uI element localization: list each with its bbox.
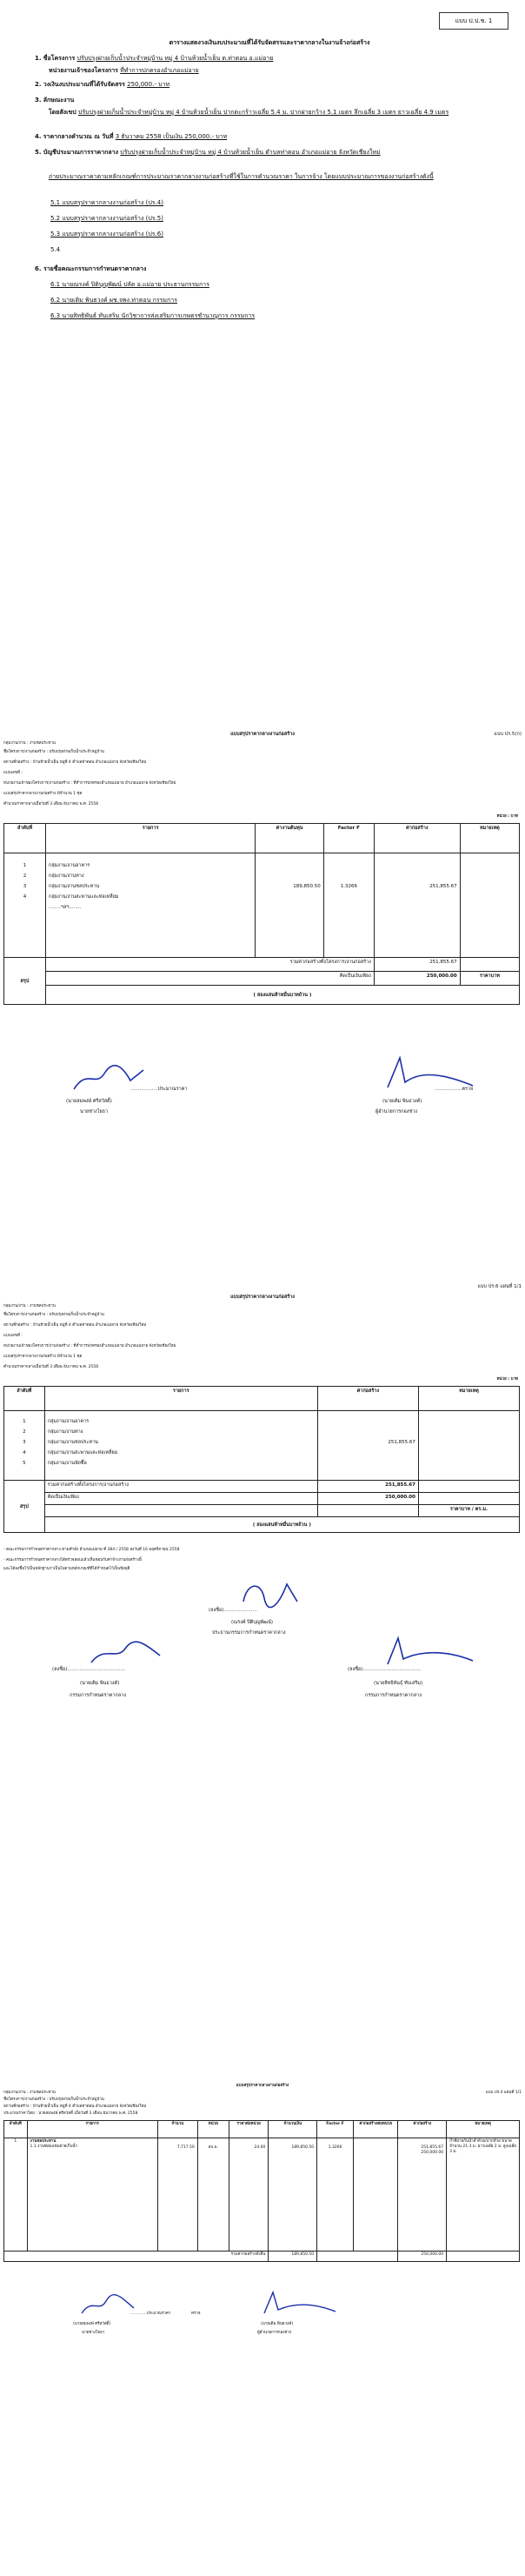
table-cell: กลุ่มงาน/งานจัดซื้อ (47, 1461, 87, 1466)
table-cell: 4 (23, 894, 27, 900)
pr6-col-no: ลำดับที่ (4, 1387, 45, 1411)
pr6-blank-a (44, 1505, 317, 1517)
item-3-label: ลักษณะงาน (43, 97, 75, 104)
table-cell (258, 871, 320, 881)
pr6-right-prefix: (ลงชื่อ)...................................... (348, 1667, 421, 1672)
table-cell (258, 860, 320, 871)
item-2-label: วงเงินงบประมาณที่ได้รับจัดสรร (43, 81, 125, 88)
pr4-sig-left-role: .............ประมาณราคา (130, 2312, 171, 2316)
pr5-line-6: แบบสรุปราคากลางงานก่อสร้าง มีจำนวน 1 ชุด (3, 792, 83, 796)
pr5-round-label: คิดเป็นเงินเพียง (45, 972, 374, 986)
page-pr4 (0, 2084, 525, 2576)
pr6-right-name: (นายสิทธิพันธุ์ ทับเสริม) (374, 1681, 423, 1686)
form-tag-ppch1: แบบ ป.ป.ช. 1 (439, 12, 508, 30)
item-2-num: 2. (35, 81, 42, 88)
pr4-row-final-value: 250,000.00 (421, 2151, 444, 2155)
table-cell: กลุ่มงาน/งานชลประทาน (48, 884, 100, 889)
pr5-words: ( สองแสนห้าหมื่นบาทถ้วน ) (45, 986, 519, 1005)
pr4-sig-left-pos: นายช่างโยธา (82, 2331, 105, 2335)
pr4-row-no: 1 (4, 2138, 28, 2251)
sub-item-5-1: 5.1 แบบสรุปราคากลางงานก่อสร้าง (ปร.4) (50, 199, 163, 206)
pr4-col-total: ค่าก่อสร้าง (398, 2121, 447, 2138)
pr6-round-value: 250,000.00 (317, 1493, 418, 1505)
pr4-sig-left-role-text: ประมาณราคา (146, 2312, 171, 2316)
table-cell: 251,855.67 (429, 884, 457, 889)
pr5-line-3: สถานที่ก่อสร้าง : บ้านห้วยน้ำเย็น หมู่ที่ 4 ตำบลท่าตอน อำเภอแม่อาย จังหวัดเชียงใหม่ (3, 760, 147, 765)
table-cell: กลุ่มงาน/งานอาคาร (47, 1419, 90, 1424)
pr5-sig-left-role-text: ประมาณราคา (157, 1087, 188, 1092)
pr5-col-note: หมายเหตุ (460, 824, 519, 853)
pr5-sum-blank (460, 958, 519, 972)
table-cell: กลุ่มงาน/งานชลประทาน (47, 1440, 98, 1445)
pr5-sum-label: รวมค่าก่อสร้างทั้งโครงการ/งานก่อสร้าง (45, 958, 374, 972)
pr6-col-note: หมายเหตุ (418, 1387, 519, 1411)
pr6-table (3, 1386, 520, 1533)
page1-title: ตารางแสดงวงเงินงบประมาณที่ได้รับจัดสรรและราคากลางในงานจ้างก่อสร้าง (169, 39, 370, 46)
pr4-row-amount: 189,850.50 (269, 2138, 317, 2251)
pr5-summary-label: สรุป (4, 958, 46, 1005)
table-cell: 2 (23, 873, 27, 879)
pr6-form-code: แบบ ปร.6 แผ่นที่ 1/1 (477, 1284, 522, 1289)
pr5-col-total: ค่าก่อสร้าง (374, 824, 460, 853)
pr6-line-4: แบบเลขที่ : (3, 1334, 23, 1338)
committee-3: 6.3 นายสิทธิพันธ์ ทับเสริม นักวิชาการส่งเสริมการเกษตรชำนาญการ กรรมการ (50, 312, 256, 319)
table-cell: 2 (23, 1429, 26, 1435)
item-1b-value: ที่ทำการปกครองอำเภอแม่อาย (120, 67, 199, 74)
pr5-col-cost: ค่างานต้นทุน (256, 824, 323, 853)
table-cell: 5 (23, 1461, 26, 1466)
item-5 (35, 148, 504, 157)
pr4-col-unit-total: ค่าก่อสร้างต่อหน่วย (354, 2121, 398, 2138)
pr4-total-label: รวมค่าก่อสร้างทั้งสิ้น (4, 2251, 269, 2262)
table-cell: ........ฯลฯ........ (48, 905, 82, 910)
page-pr6 (0, 1283, 525, 1823)
pr5-notes (460, 853, 519, 958)
pr4-col-unit: หน่วย (197, 2121, 229, 2138)
pr4-row-item-sub: 1.1 งานซ่อมแซมฝายเก็บน้ำ (30, 2144, 78, 2149)
pr6-line-7: คำนวณราคากลางเมื่อวันที่ 3 เดือน ธันวาคม พ.ศ. 2558 (3, 1365, 99, 1369)
table-cell (327, 871, 371, 881)
pr4-sig-left-name: (นายสมพงษ์ ศรีสวัสดิ์) (73, 2322, 111, 2326)
pr6-words: ( สองแสนห้าหมื่นบาทถ้วน ) (44, 1517, 519, 1533)
pr6-summary-label: สรุป (4, 1481, 45, 1533)
pr6-sum-label: รวมค่าก่อสร้างทั้งโครงการ/งานก่อสร้าง (44, 1481, 317, 1493)
pr6-col-total: ค่าก่อสร้าง (317, 1387, 418, 1411)
pr4-title: แบบสรุปราคากลางงานก่อสร้าง (236, 2084, 289, 2088)
pr4-signature-right (261, 2289, 339, 2318)
pr4-row-item-main: งานชลประทาน (30, 2139, 56, 2144)
pr6-left-name: (นายเติม พินธวงค์) (80, 1681, 120, 1686)
pr4-row-remark: ก่ำที่ฝายกั้นน้ำลำห้วย/ปากห้วย ขนาดจำนวน 21.3 ม. ยาวเฉลี่ย 2 ม. สูงเฉลี่ย 3 ม. (447, 2138, 520, 2251)
pr6-chair-pos: ประธานกรรมการกำหนดราคากลาง (212, 1630, 286, 1636)
pr6-line-1: กลุ่มงาน/งาน : งานชลประทาน (3, 1304, 56, 1308)
table-cell: กลุ่มงาน/งานสะพานและท่อเหลี่ยม (48, 894, 119, 900)
pr6-round-blank (418, 1493, 519, 1505)
item-4-label: ราคากลางคำนวณ ณ วันที่ (43, 133, 114, 140)
pr6-unit: หน่วย : บาท (496, 1377, 518, 1382)
pr4-col-price: ราคาต่อหน่วย (229, 2121, 269, 2138)
pr4-col-factor: Factor F (317, 2121, 354, 2138)
pr5-sig-right-role-text: ตรวจ (462, 1087, 474, 1092)
item-2 (35, 80, 504, 89)
item-5-label: บัญชีประมาณการราคากลาง (43, 149, 119, 156)
item-1-num: 1. (35, 55, 42, 62)
pr4-total-note (447, 2251, 520, 2262)
item-4 (35, 132, 504, 141)
pr6-line-2: ชื่อโครงการ/งานก่อสร้าง : ปรับปรุงฝายเก็บน้ำประจำหมู่บ้าน (3, 1313, 104, 1317)
pr5-unit: หน่วย : บาท (496, 814, 518, 819)
pr5-costs (256, 853, 323, 958)
pr5-sum-value: 251,855.67 (374, 958, 460, 972)
pr5-factors (323, 853, 374, 958)
table-cell: 3 (23, 1440, 26, 1445)
pr6-signature-chair (235, 1576, 304, 1610)
pr6-note-1: - คณะกรรมการกำหนดราคากลาง ตามคำสั่ง อำเภอแม่อาย ที่ 384 / 2558 ลงวันที่ 16 พฤศจิกายน 2558 (3, 1548, 180, 1552)
pr5-line-1: กลุ่มงาน/งาน : งานชลประทาน (3, 741, 56, 746)
pr5-sig-left-pos: นายช่างโยธา (80, 1109, 109, 1114)
pr5-sig-right-pos: ผู้อำนวยการกองช่าง (375, 1109, 417, 1114)
item-1 (35, 54, 504, 63)
table-cell: 1 (23, 1419, 26, 1424)
pr6-nos (4, 1411, 45, 1481)
committee-1: 6.1 นายณรงค์ ปิติบุญพัฒน์ ปลัด อ.แม่อาย ประธานกรรมการ (50, 281, 209, 288)
pr4-line-4: ประมาณราคาโดย : นายสมพงษ์ ศรีสวัสดิ์ เมื่อวันที่ 3 เดือน ธันวาคม พ.ศ. 2558 (3, 2111, 138, 2116)
pr5-sig-left-name: (นายสมพงษ์ ศรีสวัสดิ์) (66, 1099, 112, 1104)
table-cell: กลุ่มงาน/งานอาคาร (48, 863, 90, 868)
pr4-line-2: ชื่อโครงการ/งานก่อสร้าง : ปรับปรุงฝายเก็บน้ำประจำหมู่บ้าน (3, 2098, 104, 2102)
pr5-line-4: แบบเลขที่ : (3, 771, 23, 775)
pr6-left-prefix: (ลงชื่อ)...................................... (52, 1667, 125, 1672)
table-cell: 3 (23, 884, 27, 889)
item-1-label: ชื่อโครงการ (43, 55, 76, 62)
pr4-line-1: กลุ่มงาน/งาน : งานชลประทาน (3, 2091, 56, 2095)
pr4-col-note: หมายเหตุ (447, 2121, 520, 2138)
pr5-nos (4, 853, 46, 958)
pr6-price-label: ราคาบาท / ตร.ม. (418, 1505, 519, 1517)
pr4-row-item (27, 2138, 157, 2251)
table-cell (377, 871, 457, 881)
item-3b (49, 108, 501, 117)
pr6-round-label: คิดเป็นเงินเพียง (44, 1493, 317, 1505)
item-3b-label: โดยสังเขป (49, 109, 76, 116)
pr4-row-factor: 1.3266 (317, 2138, 354, 2251)
pr5-sig-right-name: (นายเติม พินธวงค์) (382, 1099, 422, 1104)
item-1b-label: หน่วยงานเจ้าของโครงการ (49, 67, 118, 74)
table-cell: 251,855.67 (388, 1440, 415, 1445)
pr6-line-5: หน่วยงานเจ้าของโครงการ/งานก่อสร้าง : ที่ทำการปกครองอำเภอแม่อาย อำเภอแม่อาย จังหวัดเชียงใหม่ (3, 1344, 176, 1348)
pr5-form-code: แบบ ปร.5(ก) (494, 732, 522, 737)
sub-item-5-3: 5.3 แบบสรุปราคากลางงานก่อสร้าง (ปร.6) (50, 231, 163, 238)
item-1-value: ปรับปรุงฝายเก็บน้ำประจำหมู่บ้าน หมู่ 4 บ้านห้วยน้ำเย็น ต.ท่าตอน อ.แม่อาย (76, 55, 274, 62)
table-cell (377, 860, 457, 871)
pr6-note-2: - คณะกรรมการกำหนดราคากลางได้ตรวจสอบแล้วเห็นชอบกับค่าจ้างงานก่อสร้างนี้ (3, 1558, 142, 1562)
table-cell (321, 1416, 415, 1427)
pr4-row-total-value: 251,855.67 (421, 2145, 444, 2150)
item-2-value: 250,000.- บาท (127, 81, 170, 88)
pr4-sig-right-name: (นายเติม พินธวงค์) (261, 2322, 294, 2326)
pr4-row-qty: 7,717.50 (157, 2138, 197, 2251)
table-cell: กลุ่มงาน/งานสะพานและท่อเหลี่ยม (47, 1450, 118, 1455)
pr5-sig-left-role: ..................ประมาณราคา (130, 1087, 188, 1092)
pr6-note-3: และได้ลงชื่อไว้เป็นหลักฐานว่าเป็นไปตามหลักเกณฑ์ที่ได้กำหนดไว้เป็นข้อยุติ (3, 1567, 130, 1571)
item-5-note: ถ่ายประมาณราคาตามหลักเกณฑ์การประมาณราคากลางงานก่อสร้างที่ใช้ในการคำนวณราคา ในการจ้าง โดยแบบประมาณการของงานก่อสร้างดังนี้ (49, 173, 434, 180)
item-3 (35, 96, 504, 104)
table-cell: 1.3266 (340, 884, 357, 889)
pr5-price-label: ราคาบาท (460, 972, 519, 986)
item-3b-value: ปรับปรุงฝายเก็บน้ำประจำหมู่บ้าน หมู่ 4 บ้านห้วยน้ำเย็น ปากตะกร้าวเฉลี่ย 5.4 ม. ปากฝายกว้าง 5.1 เมตร ลึกเฉลี่ย 3 เมตร ยาวเฉลี่ย 4.9 เมตร (77, 109, 449, 116)
item-4-value: 3 ธันวาคม 2558 เป็นเงิน 250,000.- บาท (115, 133, 228, 140)
page-pr5 (0, 731, 525, 1253)
pr4-total-blank (317, 2251, 398, 2262)
pr5-line-5: หน่วยงานเจ้าของโครงการ/งานก่อสร้าง : ที่ทำการปกครองอำเภอแม่อาย อำเภอแม่อาย จังหวัดเชียงใหม่ (3, 781, 176, 786)
pr6-line-6: แบบสรุปราคากลางงานก่อสร้าง มีจำนวน 1 ชุด (3, 1355, 83, 1359)
table-cell (327, 860, 371, 871)
page-ppch1 (0, 0, 525, 679)
pr4-col-amount: จำนวนเงิน (269, 2121, 317, 2138)
pr4-row-price: 24.60 (229, 2138, 269, 2251)
pr4-sig-right-pos: ผู้อำนวยการกองช่าง (257, 2331, 292, 2335)
pr6-line-3: สถานที่ก่อสร้าง : บ้านห้วยน้ำเย็น หมู่ที่ 4 ตำบลท่าตอน อำเภอแม่อาย จังหวัดเชียงใหม่ (3, 1323, 147, 1328)
pr4-total-amount: 189,850.50 (269, 2251, 317, 2262)
pr4-total-final: 250,000.00 (398, 2251, 447, 2262)
pr6-right-pos: กรรมการกำหนดราคากลาง (365, 1693, 422, 1698)
pr6-chair-prefix-text: (ลงชื่อ) (209, 1608, 224, 1613)
pr6-sum-blank (418, 1481, 519, 1493)
pr6-chair-prefix: (ลงชื่อ)...................... (209, 1608, 257, 1613)
item-4-num: 4. (35, 133, 42, 140)
pr4-row-unit: ลบ.ม. (197, 2138, 229, 2251)
pr5-col-item: รายการ (45, 824, 255, 853)
item-1b (49, 66, 501, 75)
pr4-sig-right-role: ตรวจ (191, 2312, 201, 2316)
table-cell: 1 (23, 863, 27, 868)
table-cell: 4 (23, 1450, 26, 1455)
pr4-col-item: รายการ (27, 2121, 157, 2138)
committee-title: 6. รายชื่อคณะกรรมการกำหนดราคากลาง (35, 265, 147, 272)
table-cell: 189,850.50 (293, 884, 321, 889)
pr4-col-qty: จำนวน (157, 2121, 197, 2138)
pr4-line-3: สถานที่ก่อสร้าง : บ้านห้วยน้ำเย็น หมู่ที่ 4 ตำบลท่าตอน อำเภอแม่อาย จังหวัดเชียงใหม่ (3, 2104, 147, 2109)
pr5-col-no: ลำดับที่ (4, 824, 46, 853)
item-5-value: ปรับปรุงฝายเก็บน้ำประจำหมู่บ้าน หมู่ 4 บ้านห้วยน้ำเย็น ตำบลท่าตอน อำเภอแม่อาย จังหวัดเชียงใหม่ (120, 149, 381, 156)
pr5-items (45, 853, 255, 958)
pr5-totals (374, 853, 460, 958)
pr6-title: แบบสรุปราคากลางงานก่อสร้าง (230, 1295, 295, 1300)
pr6-col-item: รายการ (44, 1387, 317, 1411)
pr6-items (44, 1411, 317, 1481)
pr5-sig-right-role: ..................ตรวจ (435, 1087, 474, 1092)
pr5-title: แบบสรุปราคากลางงานก่อสร้าง (230, 732, 295, 737)
pr6-chair-name: (ณรงค์ ปิติบุญพัฒน์) (231, 1620, 274, 1625)
pr4-row-unit-total (354, 2138, 398, 2251)
sub-item-5-2: 5.2 แบบสรุปราคากลางงานก่อสร้าง (ปร.5) (50, 215, 163, 222)
table-cell: กลุ่มงาน/งานทาง (48, 873, 84, 879)
sub-item-5-4: 5.4 (50, 246, 61, 253)
table-cell: กลุ่มงาน/งานทาง (47, 1429, 83, 1435)
pr4-form-code: แบบ ปร.4 แผ่นที่ 1/1 (485, 2091, 522, 2095)
pr5-table (3, 823, 520, 1005)
pr5-col-factor: Factor F (323, 824, 374, 853)
pr6-left-prefix-text: (ลงชื่อ) (52, 1667, 68, 1672)
pr4-table (3, 2120, 520, 2262)
pr6-notes (418, 1411, 519, 1481)
pr4-col-no: ลำดับที่ (4, 2121, 28, 2138)
item-3-num: 3. (35, 97, 42, 104)
pr6-sum-value: 251,855.67 (317, 1481, 418, 1493)
table-cell (321, 1427, 415, 1437)
pr5-line-7: คำนวณราคากลางเมื่อวันที่ 3 เดือน ธันวาคม พ.ศ. 2558 (3, 802, 99, 806)
item-5-num: 5. (35, 149, 42, 156)
pr5-line-2: ชื่อโครงการ/งานก่อสร้าง : ปรับปรุงฝายเก็บน้ำประจำหมู่บ้าน (3, 750, 104, 754)
pr6-totals (317, 1411, 418, 1481)
pr4-row-total (398, 2138, 447, 2251)
committee-2: 6.2 นายเติม พินธวงค์ ผช.จพง.ท่าตอน กรรมการ (50, 297, 177, 304)
pr6-blank-b (317, 1505, 418, 1517)
pr6-left-pos: กรรมการกำหนดราคากลาง (70, 1693, 126, 1698)
pr5-round-value: 250,000.00 (374, 972, 460, 986)
pr6-right-prefix-text: (ลงชื่อ) (348, 1667, 363, 1672)
